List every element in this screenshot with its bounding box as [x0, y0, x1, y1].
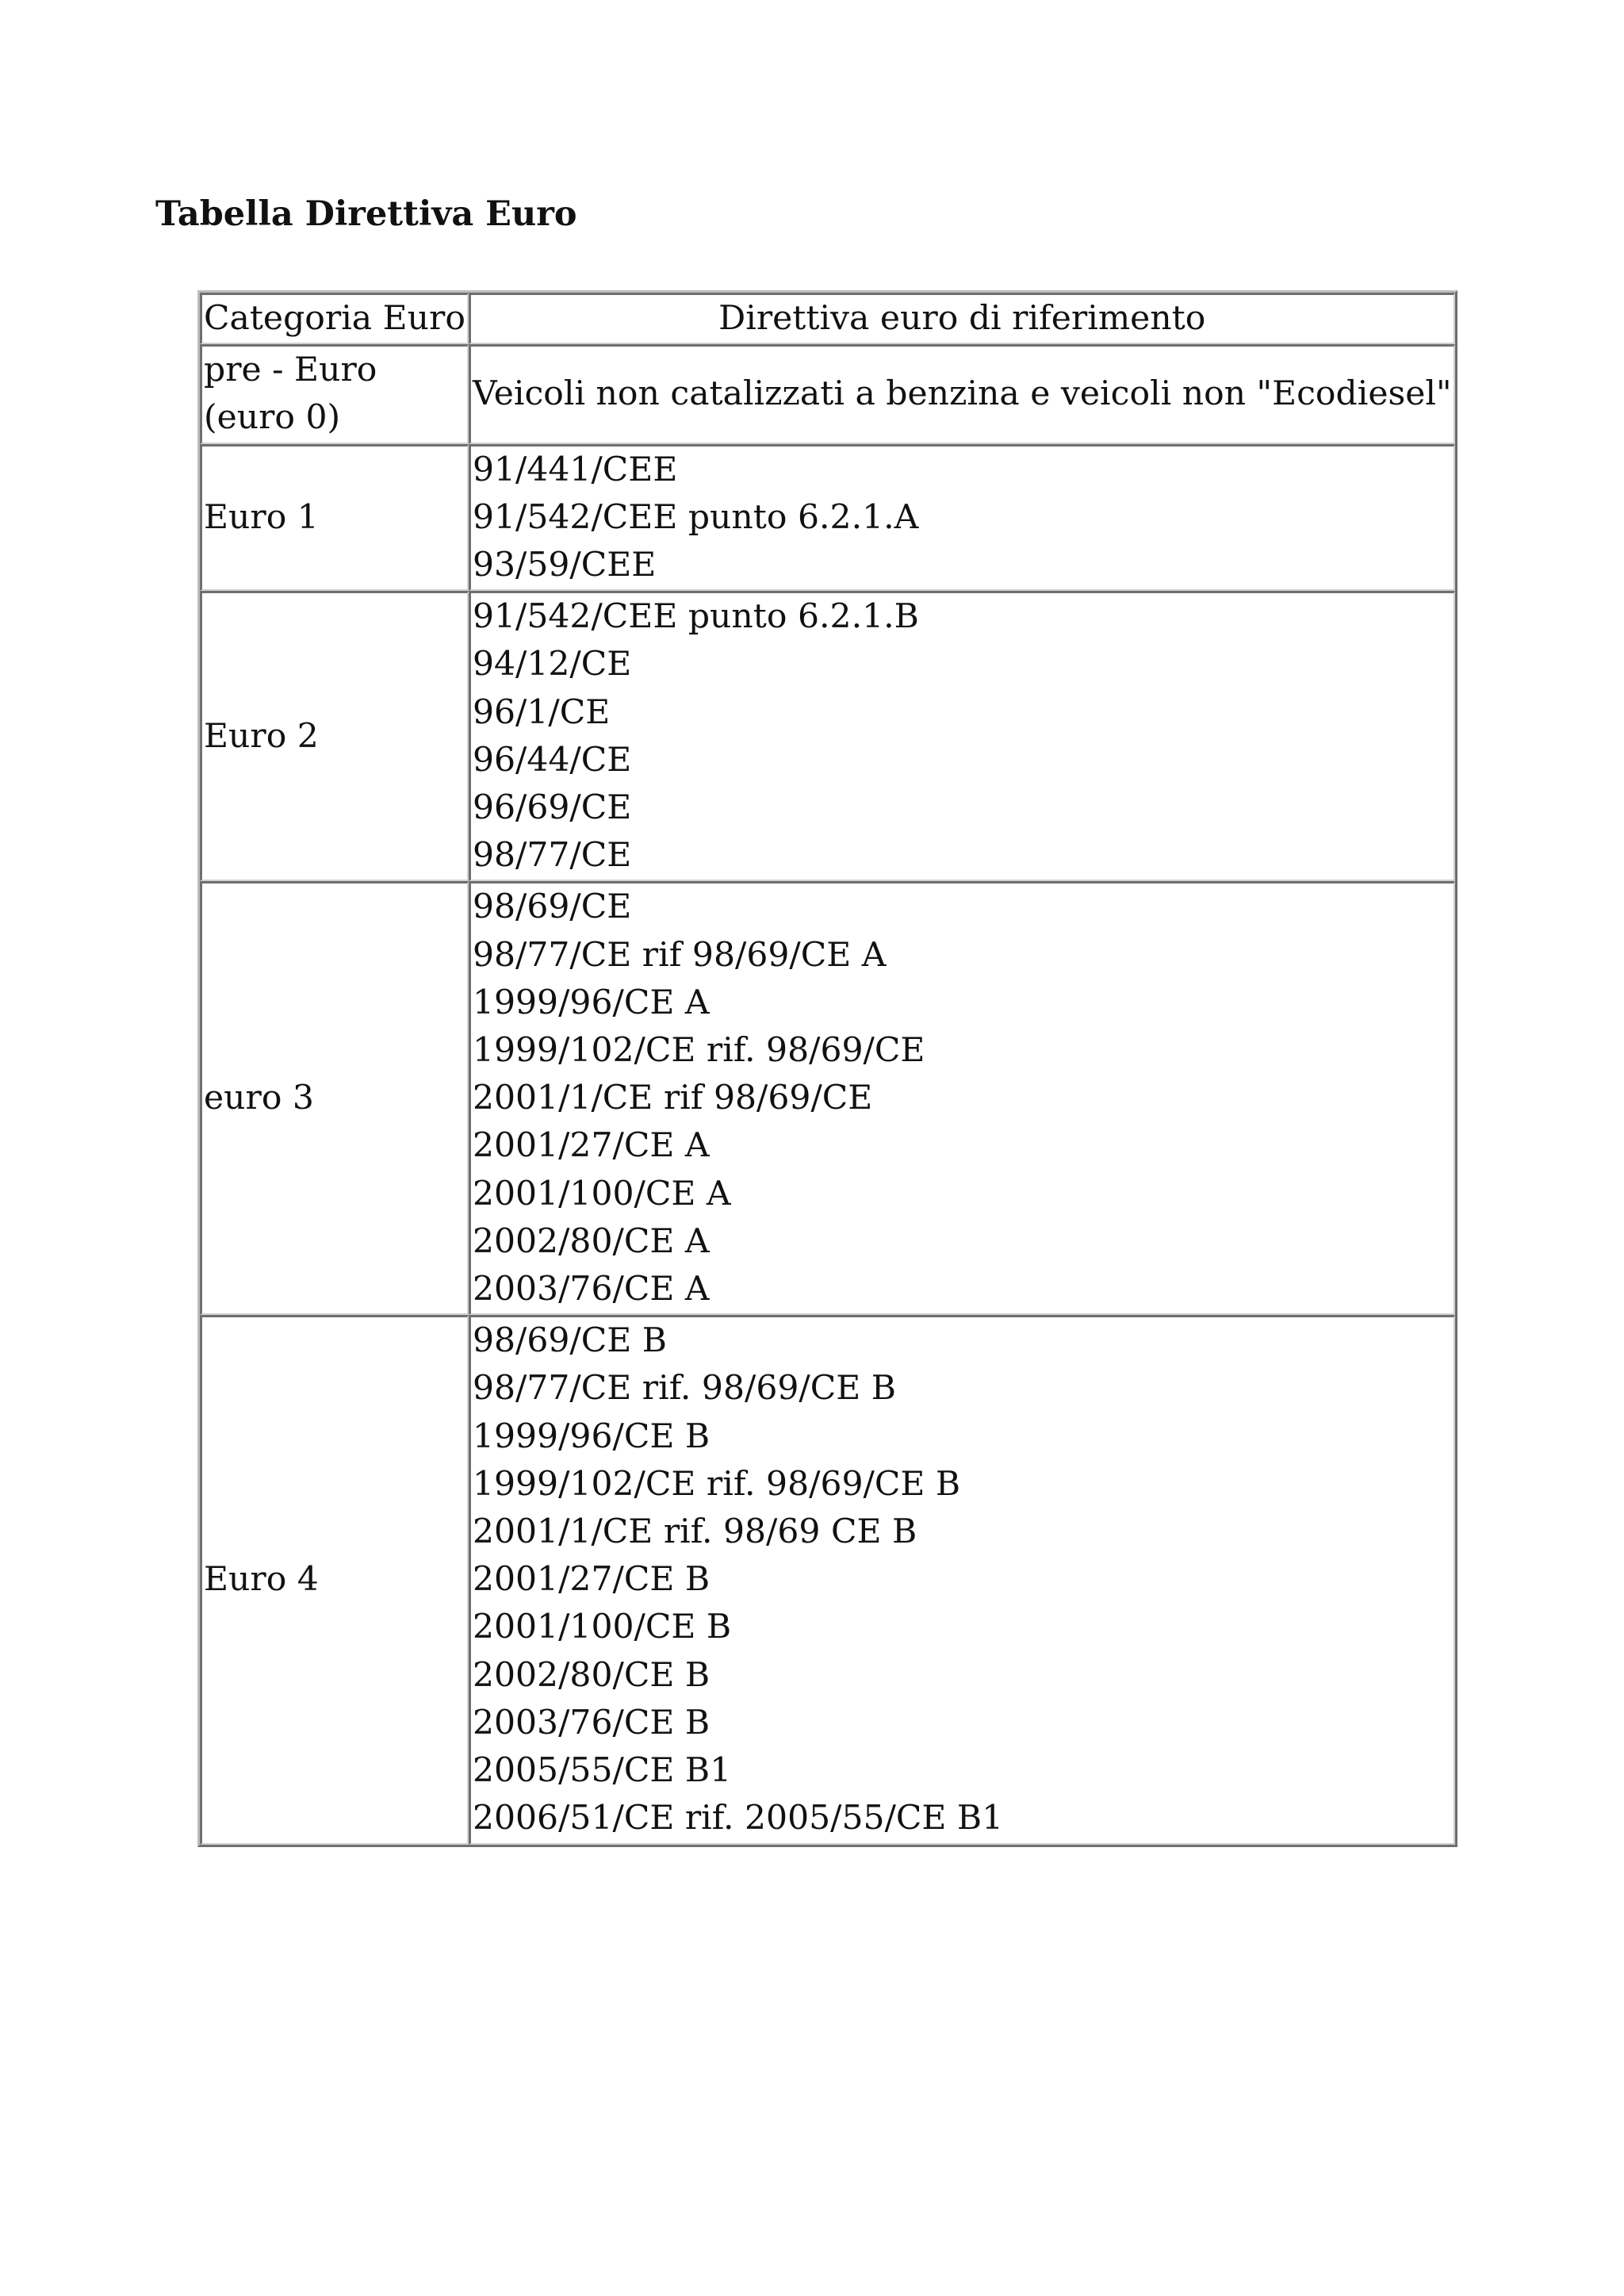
directive-line: 1999/102/CE rif. 98/69/CE B — [472, 1464, 961, 1504]
directive-line: 2002/80/CE B — [472, 1655, 710, 1695]
directive-line: 96/69/CE — [472, 788, 632, 828]
category-line: pre - Euro — [204, 351, 377, 390]
euro-directive-table — [197, 290, 1457, 1847]
directive-line: 2001/27/CE B — [472, 1560, 710, 1600]
category-line: Euro 2 — [204, 716, 319, 756]
table-row-euro-1 — [200, 444, 1455, 592]
directive-line: 96/44/CE — [472, 740, 632, 780]
directive-line: 94/12/CE — [472, 645, 632, 684]
directive-line: 91/542/CEE punto 6.2.1.A — [472, 497, 919, 537]
directive-line: 2001/1/CE rif 98/69/CE — [472, 1079, 873, 1118]
directive-line: 2005/55/CE B1 — [472, 1751, 732, 1791]
directive-line: 98/77/CE rif. 98/69/CE B — [472, 1369, 897, 1409]
directive-line: 2006/51/CE rif. 2005/55/CE B1 — [472, 1799, 1004, 1838]
table-row-euro-4 — [200, 1315, 1455, 1844]
directive-line: 2002/80/CE A — [472, 1221, 710, 1261]
document-title: Tabella Direttiva Euro — [155, 194, 577, 234]
directive-line: 1999/96/CE B — [472, 1416, 710, 1456]
header-directive: Direttiva euro di riferimento — [469, 293, 1455, 344]
directive-line: 98/77/CE — [472, 836, 632, 876]
category-line: euro 3 — [204, 1079, 314, 1118]
directive-cell — [469, 344, 1455, 443]
directive-line: 2003/76/CE A — [472, 1270, 710, 1309]
category-cell — [200, 344, 469, 443]
directive-line: 2003/76/CE B — [472, 1703, 710, 1742]
directive-line: 98/69/CE — [472, 887, 632, 927]
table-row-pre-euro — [200, 344, 1455, 443]
table-header-row — [200, 293, 1455, 344]
directive-line: Veicoli non catalizzati a benzina e veicoli non "Ecodiesel" — [472, 374, 1452, 414]
category-cell — [200, 881, 469, 1315]
directive-cell — [469, 591, 1455, 881]
directive-line: 98/77/CE rif 98/69/CE A — [472, 935, 887, 975]
table-row-euro-3 — [200, 881, 1455, 1315]
directive-line: 98/69/CE B — [472, 1321, 668, 1361]
directive-line: 91/542/CEE punto 6.2.1.B — [472, 597, 919, 637]
directive-line: 2001/1/CE rif. 98/69 CE B — [472, 1512, 917, 1552]
header-category: Categoria Euro — [200, 293, 469, 344]
category-line: (euro 0) — [204, 398, 341, 438]
directive-line: 2001/100/CE A — [472, 1174, 731, 1213]
directive-line: 1999/96/CE A — [472, 983, 710, 1022]
category-cell — [200, 591, 469, 881]
directive-cell — [469, 444, 1455, 592]
directive-line: 1999/102/CE rif. 98/69/CE — [472, 1031, 925, 1071]
directive-line: 2001/27/CE A — [472, 1126, 710, 1166]
directive-line: 96/1/CE — [472, 692, 611, 732]
directive-line: 2001/100/CE B — [472, 1608, 732, 1647]
category-cell — [200, 1315, 469, 1844]
directive-line: 91/441/CEE — [472, 450, 678, 489]
directive-cell — [469, 881, 1455, 1315]
category-cell — [200, 444, 469, 592]
category-line: Euro 4 — [204, 1560, 319, 1600]
directive-cell — [469, 1315, 1455, 1844]
table-row-euro-2 — [200, 591, 1455, 881]
directive-line: 93/59/CEE — [472, 546, 657, 585]
category-line: Euro 1 — [204, 497, 319, 537]
